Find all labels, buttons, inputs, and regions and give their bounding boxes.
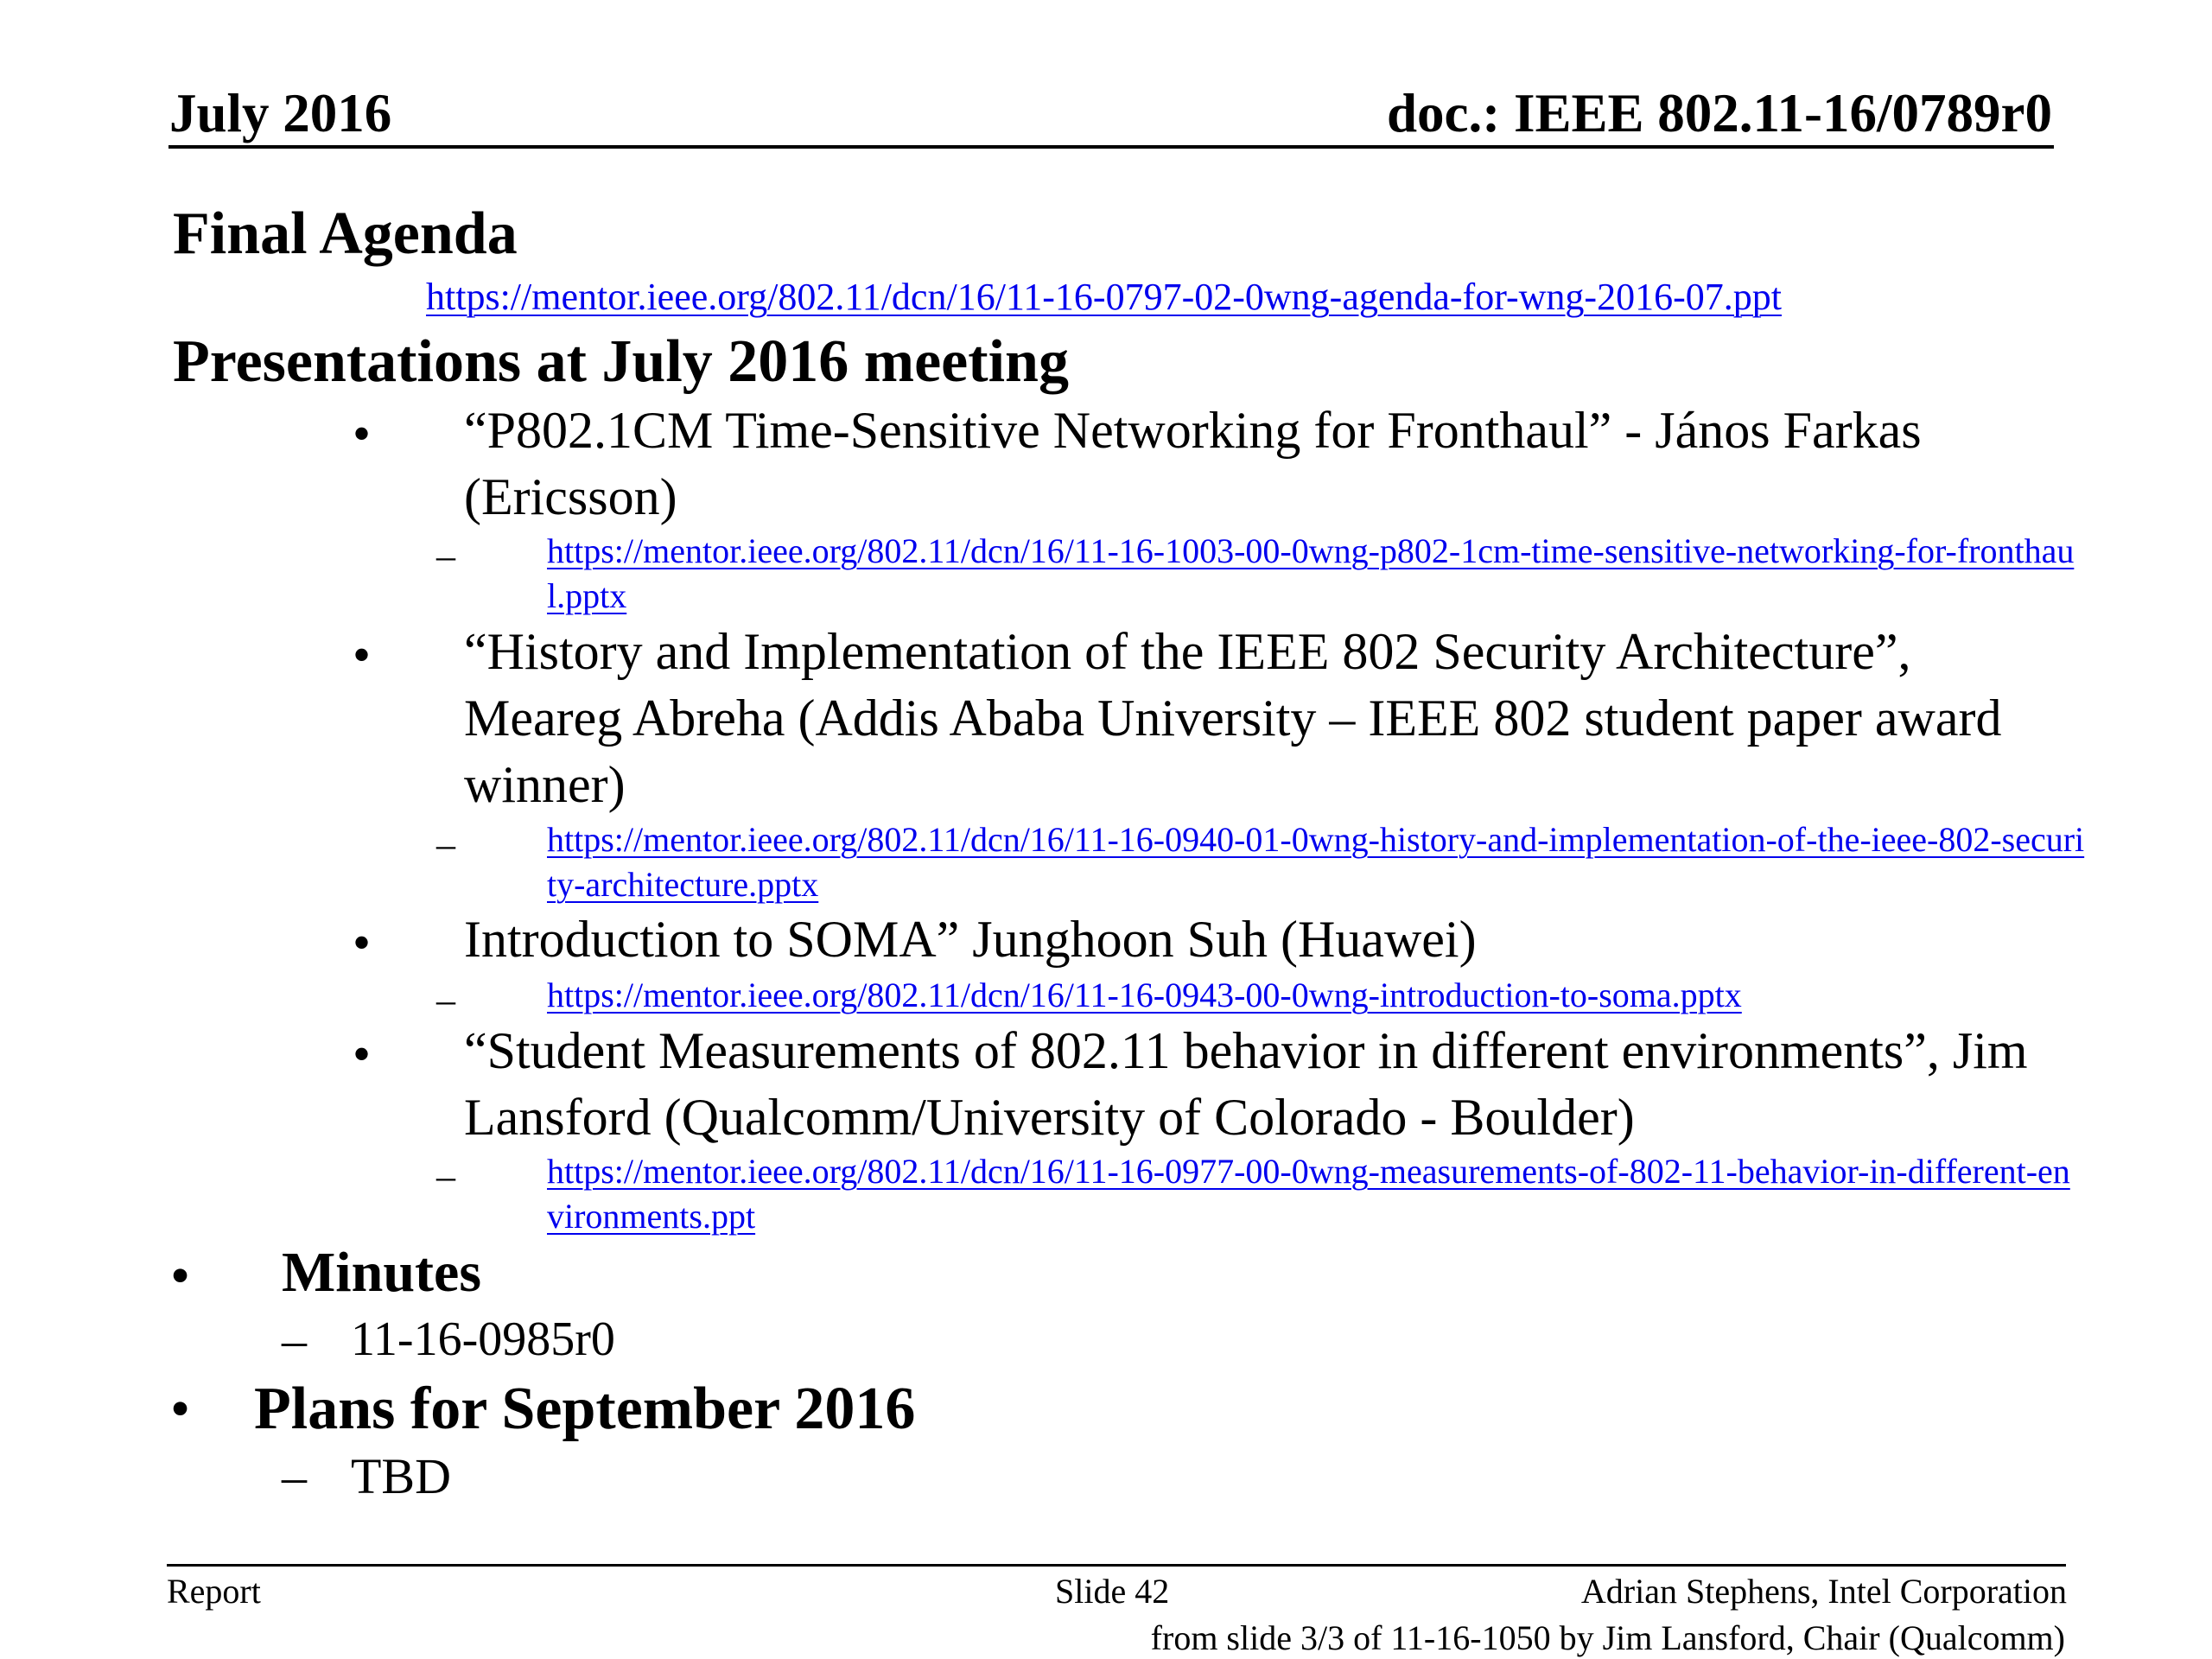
dash-icon: – [436,535,455,577]
dash-icon: – [282,1448,307,1504]
plans-value: TBD [351,1448,451,1504]
presentation-item-1: “P802.1CM Time-Sensitive Networking for Fronthaul” - János Farkas (Ericsson) [464,402,1922,525]
final-agenda-heading: Final Agenda [173,200,518,267]
presentation-item-4: “Student Measurements of 802.11 behavior in different environments”, Jim Lansford (Qualcomm/University of Colorado - Boulder) [464,1022,2028,1146]
presentations-heading: Presentations at July 2016 meeting [173,328,1069,395]
agenda-link[interactable]: https://mentor.ieee.org/802.11/dcn/16/11-16-0797-02-0wng-agenda-for-wng-2016-07.ppt [426,276,1782,318]
dash-icon: – [436,823,455,866]
header-doc-id: doc.: IEEE 802.11-16/0789r0 [1386,83,2052,143]
bullet-icon: • [353,1026,372,1083]
bullet-icon: • [170,1244,191,1307]
dash-icon: – [436,979,455,1021]
plans-heading: Plans for September 2016 [254,1376,916,1442]
footer-divider [167,1564,2066,1567]
header-date: July 2016 [169,83,392,143]
presentation-link-1[interactable]: https://mentor.ieee.org/802.11/dcn/16/11-16-1003-00-0wng-p802-1cm-time-sensitive-networking-for-fronthaul.pptx [547,531,2075,615]
presentation-link-2[interactable]: https://mentor.ieee.org/802.11/dcn/16/11-16-0940-01-0wng-history-and-implementation-of-the-ieee-802-security-architecture.pptx [547,820,2085,904]
presentation-link-4[interactable]: https://mentor.ieee.org/802.11/dcn/16/11-16-0977-00-0wng-measurements-of-802-11-behavior-in-different-environments.ppt [547,1152,2070,1236]
slide-number: Slide 42 [1055,1572,1170,1611]
bullet-icon: • [353,405,372,462]
minutes-doc-id: 11-16-0985r0 [351,1313,615,1366]
presentation-item-2: “History and Implementation of the IEEE 802 Security Architecture”, Meareg Abreha (Addis Ababa University – IEEE 802 student paper award winner) [464,623,2002,813]
footer-source: from slide 3/3 of 11-16-1050 by Jim Lansford, Chair (Qualcomm) [1150,1618,2065,1657]
header-divider [168,145,2054,149]
dash-icon: – [436,1155,455,1198]
dash-icon: – [282,1312,307,1368]
presentation-item-3: Introduction to SOMA” Junghoon Suh (Huawei) [464,911,1477,968]
bullet-icon: • [353,914,372,971]
bullet-icon: • [353,626,372,683]
presentation-link-3[interactable]: https://mentor.ieee.org/802.11/dcn/16/11-16-0943-00-0wng-introduction-to-soma.pptx [547,976,1742,1014]
minutes-heading: Minutes [282,1241,481,1304]
footer-author: Adrian Stephens, Intel Corporation [1580,1572,2067,1611]
bullet-icon: • [170,1377,191,1440]
footer-left: Report [167,1572,261,1611]
